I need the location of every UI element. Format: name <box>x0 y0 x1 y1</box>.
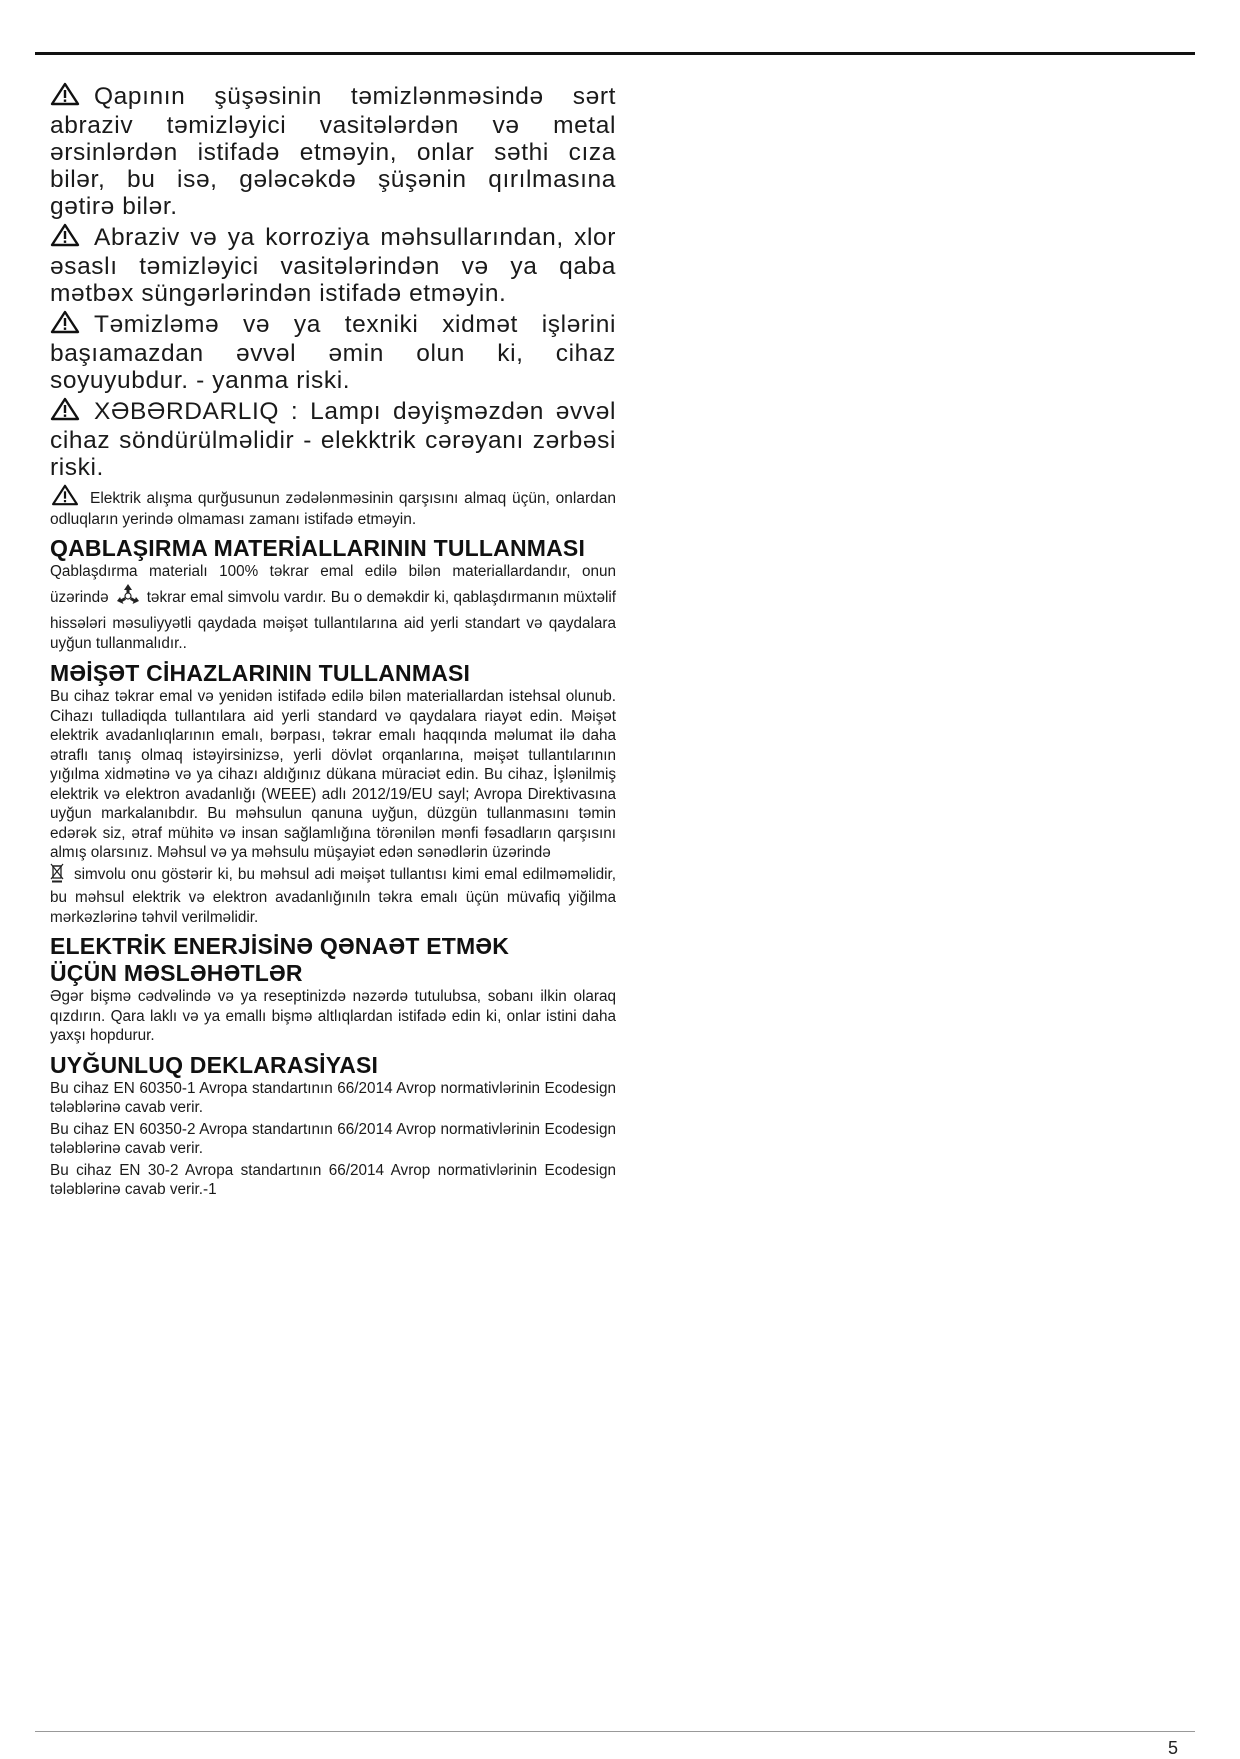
energy-paragraph: Əgər bişmə cədvəlində və ya reseptinizdə nəzərdə tutulubsa, sobanı ilkin olaraq qızdırın. Qara laklı və ya emallı bişmə altlıqlardan istifadə edin ki, onlar istini daha yaxşı hopdurur. <box>50 988 616 1044</box>
energy-heading: ELEKTRİK ENERJİSİNƏ QƏNAƏT ETMƏK ÜÇÜN MƏSLƏHƏTLƏR <box>50 933 510 986</box>
packaging-paragraph: Qablaşdırma materialı 100% təkrar emal edilə bilən materiallardandır, onun üzərində təkrar emal simvolu vardır. Bu o deməkdir ki, qablaşdırmanın müxtəlif hissələri məsuliyyətli qaydada məişət tullantılarına aid yerli standart və qaydalara uyğun tullanmalıdır.. <box>50 563 616 652</box>
recycle-icon <box>115 582 141 614</box>
conformity-item: Bu cihaz EN 60350-2 Avropa standartının 66/2014 Avrop normativlərinin Ecodesign tələblərinə cavab verir. <box>50 1120 616 1157</box>
page-number: 5 <box>1168 1738 1179 1758</box>
warning-text: Abraziv və ya korroziya məhsullarından, xlor əsaslı təmizləyici vasitələrindən və ya qaba mətbəx süngərlərindən istifadə etməyin. <box>50 224 616 307</box>
warning-paragraph <box>50 223 616 307</box>
appliances-heading: MƏİŞƏT CİHAZLARININ TULLANMASI <box>50 660 471 686</box>
warning-text: XƏBƏRDARLIQ : Lampı dəyişməzdən əvvəl cihaz söndürülməlidir - elekktrik cərəyanı zərbəsi riski. <box>50 398 616 481</box>
conformity-heading: UYĞUNLUQ DEKLARASİYASI <box>50 1051 379 1078</box>
warning-text: Təmizləmə və ya texniki xidmət işlərini başıamazdan əvvəl əmin olun ki, cihaz soyuyubdur. - yanma riski. <box>50 311 616 394</box>
warning-paragraph <box>50 82 616 220</box>
appliances-paragraph: Bu cihaz təkrar emal və yenidən istifadə edilə bilən materiallardan istehsal olunub. Cihazı tulladiqda tullantılara aid yerli standard və qaydalara riayət edin. Məişət elektrik avadanlıqlarının emalı, bərpası, təkrar emalı haqqında məlumat ilə daha ətraflı tanış olmaq istəyirsinizsə, yerli dövlət orqanlarına, məişət tullantılarının yığılma xidmətinə və ya cihazı aldığınız dükana müraciət edin. Bu cihaz, İşlənilmiş elektrik və elektron avadanlığı (WEEE) adlı 2012/19/EU sayl; Avropa Direktivasına uyğun markalanıbdır. Bu məhsulun qanuna uyğun, düzgün tullanmasını təmin edərək siz, ətraf mühitə və insan sağlamlığına törənilən mənfi fəsadların qarşısını almış olarsınız. Məhsul və ya məhsulu müşayiət edən sənədlərin üzərində simvolu onu göstərir ki, bu məhsul adi məişət tullantısı kimi emal edilməməlidir, bu məhsul elektrik və elektron avadanlığınıln təkra emalı üçün müvafiq yiğilma mərkəzlərinə təhvil verilməlidir. <box>50 688 616 926</box>
warning-triangle-icon <box>50 310 80 340</box>
warning-triangle-icon <box>50 397 80 427</box>
warning-text: Qapının şüşəsinin təmizlənməsində sərt abraziv təmizləyici vasitələrdən və metal ərsinlərdən istifadə etməyin, onlar səthi cıza bilər, bu isə, gələcəkdə şüşənin qırılmasına gətirə bilər. <box>50 83 616 220</box>
conformity-item: Bu cihaz EN 30-2 Avropa standartının 66/2014 Avrop normativlərinin Ecodesign tələblərinə cavab verir.-1 <box>50 1161 616 1198</box>
warning-paragraph <box>50 397 616 481</box>
crossed-bin-icon <box>50 863 64 889</box>
warning-paragraph <box>50 310 616 394</box>
warning-triangle-icon <box>50 223 80 253</box>
bottom-rule <box>35 1731 1195 1732</box>
top-rule <box>35 52 1195 55</box>
warning-paragraph-small <box>50 484 616 529</box>
warning-triangle-icon <box>50 484 80 511</box>
warning-text: Elektrik alışma qurğusunun zədələnməsinin qarşısını almaq üçün, onlardan odluqların yerində olmaması zamanı istifadə etməyin. <box>50 490 616 528</box>
warning-triangle-icon <box>50 82 80 112</box>
conformity-item: Bu cihaz EN 60350-1 Avropa standartının 66/2014 Avrop normativlərinin Ecodesign tələblərinə cavab verir. <box>50 1079 616 1116</box>
content-column <box>50 82 616 1202</box>
packaging-heading: QABLAŞIRMA MATERİALLARININ TULLANMASI <box>50 535 586 561</box>
